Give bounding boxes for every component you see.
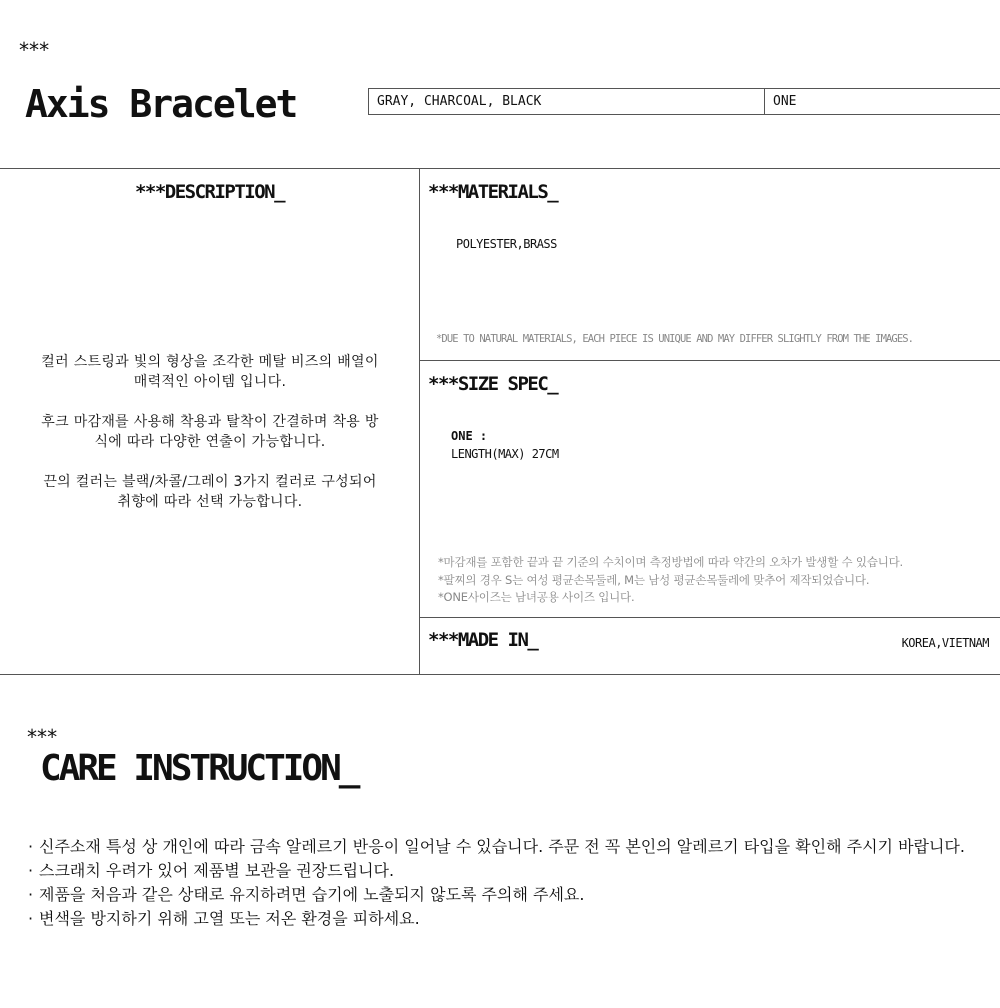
description-paragraph: 컬러 스트링과 빛의 형상을 조각한 메탈 비즈의 배열이 매력적인 아이템 입니다.	[41, 354, 379, 390]
description-section	[0, 169, 420, 674]
color-options: GRAY, CHARCOAL, BLACK	[369, 89, 765, 114]
spec-grid	[0, 168, 1000, 675]
decorative-stars: ***	[26, 725, 57, 749]
size-spec-section	[420, 361, 1000, 618]
made-in-heading: ***MADE IN_	[428, 629, 538, 651]
made-in-section	[420, 618, 1000, 675]
size-option: ONE	[773, 94, 797, 109]
size-label: ONE :	[451, 429, 488, 443]
product-title: Axis Bracelet	[25, 82, 297, 126]
description-paragraph: 끈의 컬러는 블랙/차콜/그레이 3가지 컬러로 구성되어 취향에 따라 선택 가능합니다.	[43, 474, 377, 510]
size-note: *마감재를 포함한 끝과 끝 기준의 수치이며 측정방법에 따라 약간의 오차가 발생할 수 있습니다.	[438, 555, 904, 569]
materials-value: POLYESTER,BRASS	[456, 237, 557, 251]
made-in-value: KOREA,VIETNAM	[901, 636, 989, 650]
care-item: · 스크래치 우려가 있어 제품별 보관을 권장드립니다.	[28, 862, 978, 880]
care-list	[28, 838, 978, 934]
care-title: CARE INSTRUCTION_	[40, 748, 358, 789]
size-note: *팔찌의 경우 S는 여성 평균손목둘레, M는 남성 평균손목둘레에 맞추어 제작되었습니다.	[438, 572, 870, 587]
size-spec-heading: ***SIZE SPEC_	[428, 373, 558, 395]
materials-heading: ***MATERIALS_	[428, 181, 558, 203]
care-item: · 신주소재 특성 상 개인에 따라 금속 알레르기 반응이 일어날 수 있습니다. 주문 전 꼭 본인의 알레르기 타입을 확인해 주시기 바랍니다.	[28, 838, 978, 856]
size-length: LENGTH(MAX) 27CM	[451, 447, 559, 461]
description-paragraph: 후크 마감재를 사용해 착용과 탈착이 간결하며 착용 방식에 따라 다양한 연출이 가능합니다.	[41, 414, 379, 450]
care-item: · 제품을 처음과 같은 상태로 유지하려면 습기에 노출되지 않도록 주의해 주세요.	[28, 886, 978, 904]
materials-note: *DUE TO NATURAL MATERIALS, EACH PIECE IS UNIQUE AND MAY DIFFER SLIGHTLY FROM THE IMAGES.	[436, 333, 914, 345]
care-item: · 변색을 방지하기 위해 고열 또는 저온 환경을 피하세요.	[28, 910, 978, 928]
materials-section	[420, 169, 1000, 361]
description-heading: ***DESCRIPTION_	[134, 181, 285, 203]
description-text	[35, 352, 385, 532]
product-options	[368, 88, 1000, 115]
size-note: *ONE사이즈는 남녀공용 사이즈 입니다.	[438, 590, 635, 604]
decorative-stars: ***	[18, 38, 49, 62]
size-notes	[438, 554, 903, 607]
